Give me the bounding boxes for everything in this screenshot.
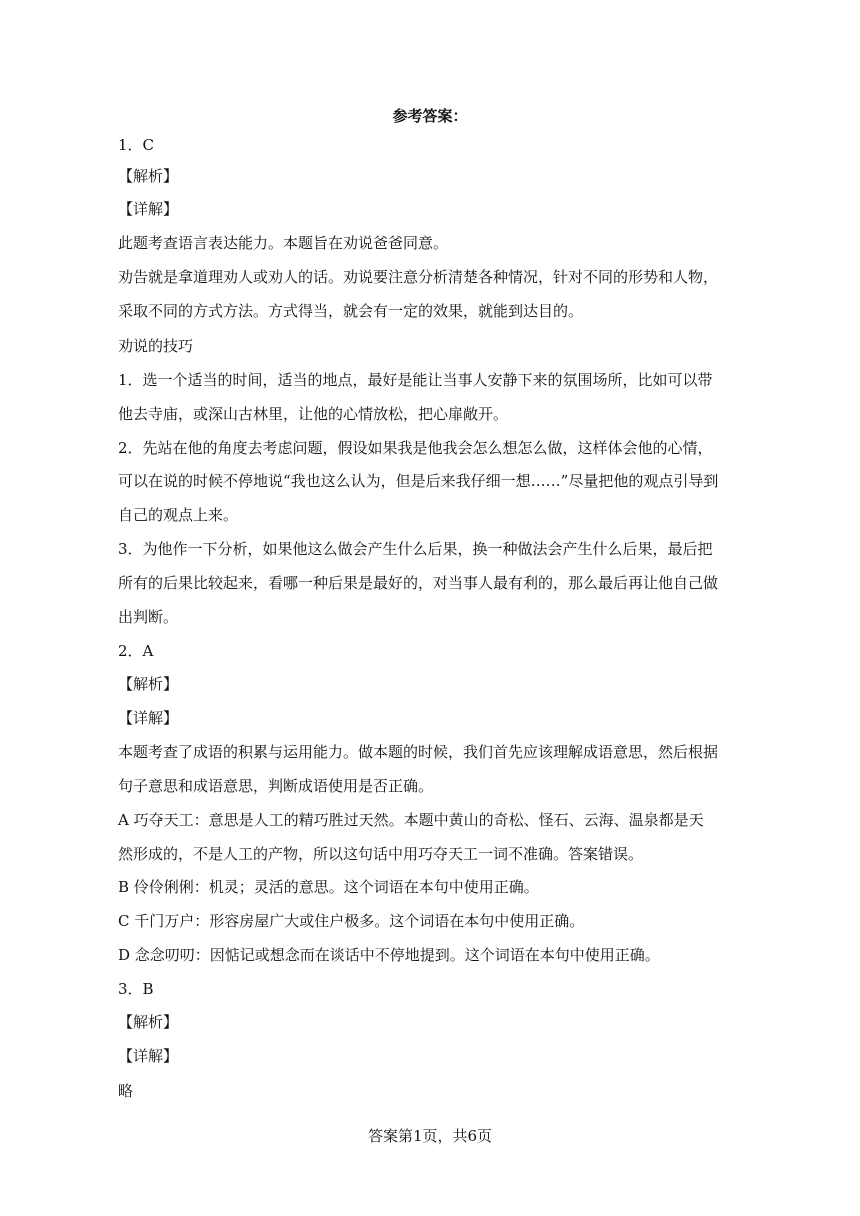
text-line: 采取不同的方式方法。方式得当，就会有一定的效果，就能到达目的。 xyxy=(118,302,584,320)
text-line: 出判断。 xyxy=(118,608,179,626)
text-line: 所有的后果比较起来，看哪一种后果是最好的，对当事人最有利的，那么最后再让他自己做 xyxy=(118,574,719,592)
text-line: 可以在说的时候不停地说“我也这么认为，但是后来我仔细一想……”尽量把他的观点引导到 xyxy=(118,472,719,490)
text-line: 【解析】 xyxy=(118,1013,179,1031)
text-line: 2．A xyxy=(118,642,154,660)
text-line: 【详解】 xyxy=(118,709,179,727)
text-line: A 巧夺天工：意思是人工的精巧胜过天然。本题中黄山的奇松、怪石、云海、温泉都是天 xyxy=(118,811,704,829)
text-line: C 千门万户：形容房屋广大或住户极多。这个词语在本句中使用正确。 xyxy=(118,912,585,930)
text-line: 然形成的，不是人工的产物，所以这句话中用巧夺天工一词不准确。答案错误。 xyxy=(118,845,644,863)
text-line: 2．先站在他的角度去考虑问题，假设如果我是他我会怎么想怎么做，这样体会他的心情， xyxy=(118,439,713,457)
text-line: 劝说的技巧 xyxy=(118,337,194,355)
text-line: 1．选一个适当的时间，适当的地点，最好是能让当事人安静下来的氛围场所，比如可以带 xyxy=(118,371,713,389)
text-line: 3．B xyxy=(118,980,154,998)
text-line: D 念念叨叨：因惦记或想念而在谈话中不停地提到。这个词语在本句中使用正确。 xyxy=(118,946,660,964)
text-line: 他去寺庙，或深山古林里，让他的心情放松，把心扉敞开。 xyxy=(118,405,509,423)
text-line: 本题考查了成语的积累与运用能力。做本题的时候，我们首先应该理解成语意思，然后根据 xyxy=(118,743,719,761)
text-line: 【解析】 xyxy=(118,167,179,185)
text-line: 【详解】 xyxy=(118,1047,179,1065)
text-line: 1．C xyxy=(118,136,155,154)
text-line: 此题考查语言表达能力。本题旨在劝说爸爸同意。 xyxy=(118,234,449,252)
text-line: 略 xyxy=(118,1082,134,1100)
page-footer: 答案第1页，共6页 xyxy=(367,1127,493,1145)
text-line: 【详解】 xyxy=(118,200,179,218)
text-line: 3．为他作一下分析，如果他这么做会产生什么后果，换一种做法会产生什么后果，最后把 xyxy=(118,540,713,558)
text-line: 劝告就是拿道理劝人或劝人的话。劝说要注意分析清楚各种情况，针对不同的形势和人物， xyxy=(118,268,719,286)
page-title: 参考答案： xyxy=(392,107,468,125)
text-line: B 伶伶俐俐：机灵；灵活的意思。这个词语在本句中使用正确。 xyxy=(118,878,539,896)
text-line: 句子意思和成语意思，判断成语使用是否正确。 xyxy=(118,777,434,795)
text-line: 【解析】 xyxy=(118,675,179,693)
text-line: 自己的观点上来。 xyxy=(118,506,239,524)
